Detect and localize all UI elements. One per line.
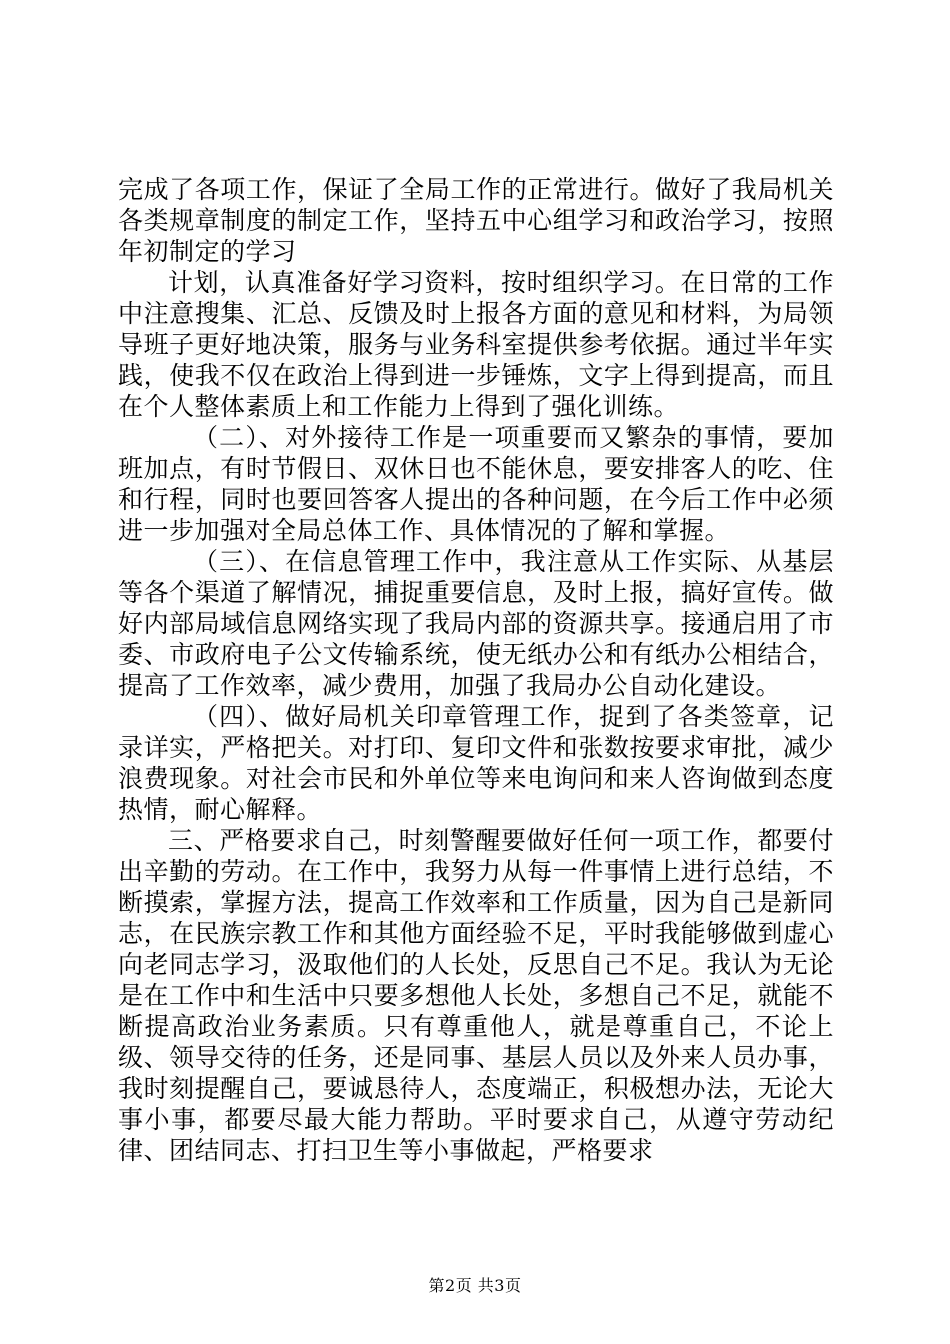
page-number-footer: 第2页 共3页: [428, 1276, 522, 1295]
paragraph-seal-management: （四）、做好局机关印章管理工作，捉到了各类签章，记录详实，严格把关。对打印、复印文件和张数按要求审批，减少浪费现象。对社会市民和外单位等来电询问和来人咨询做到态度热情，耐心解释。: [118, 702, 834, 824]
paragraph-self-discipline: 三、严格要求自己，时刻警醒要做好任何一项工作，都要付出辛勤的劳动。在工作中，我努力从每一件事情上进行总结，不断摸索，掌握方法，提高工作效率和工作质量，因为自己是新同志，在民族宗教工作和其他方面经验不足，平时我能够做到虚心向老同志学习，汲取他们的人长处，反思自己不足。我认为无论是在工作中和生活中只要多想他人长处，多想自己不足，就能不断提高政治业务素质。只有尊重他人，就是尊重自己，不论上级、领导交待的任务，还是同事、基层人员以及外来人员办事，我时刻提醒自己，要诚恳待人，态度端正，积极想办法，无论大事小事，都要尽最大能力帮助。平时要求自己，从遵守劳动纪律、团结同志、打扫卫生等小事做起，严格要求: [118, 826, 834, 1165]
paragraph-study-plan: 计划，认真准备好学习资料，按时组织学习。在日常的工作中注意搜集、汇总、反馈及时上报各方面的意见和材料，为局领导班子更好地决策，服务与业务科室提供参考依据。通过半年实践，使我不仅在政治上得到进一步锤炼，文字上得到提高，而且在个人整体素质上和工作能力上得到了强化训练。: [118, 268, 834, 421]
document-body: [118, 174, 834, 1166]
paragraph-continuation: 完成了各项工作，保证了全局工作的正常进行。做好了我局机关各类规章制度的制定工作，坚持五中心组学习和政治学习，按照年初制定的学习: [118, 175, 834, 266]
paragraph-information-management: （三）、在信息管理工作中，我注意从工作实际、从基层等各个渠道了解情况，捕捉重要信息，及时上报，搞好宣传。做好内部局域信息网络实现了我局内部的资源共享。接通启用了市委、市政府电子公文传输系统，使无纸办公和有纸办公相结合，提高了工作效率，减少费用，加强了我局办公自动化建设。: [118, 547, 834, 700]
paragraph-reception-work: （二）、对外接待工作是一项重要而又繁杂的事情，要加班加点，有时节假日、双休日也不能休息，要安排客人的吃、住和行程，同时也要回答客人提出的各种问题，在今后工作中必须进一步加强对全局总体工作、具体情况的了解和掌握。: [118, 423, 834, 545]
